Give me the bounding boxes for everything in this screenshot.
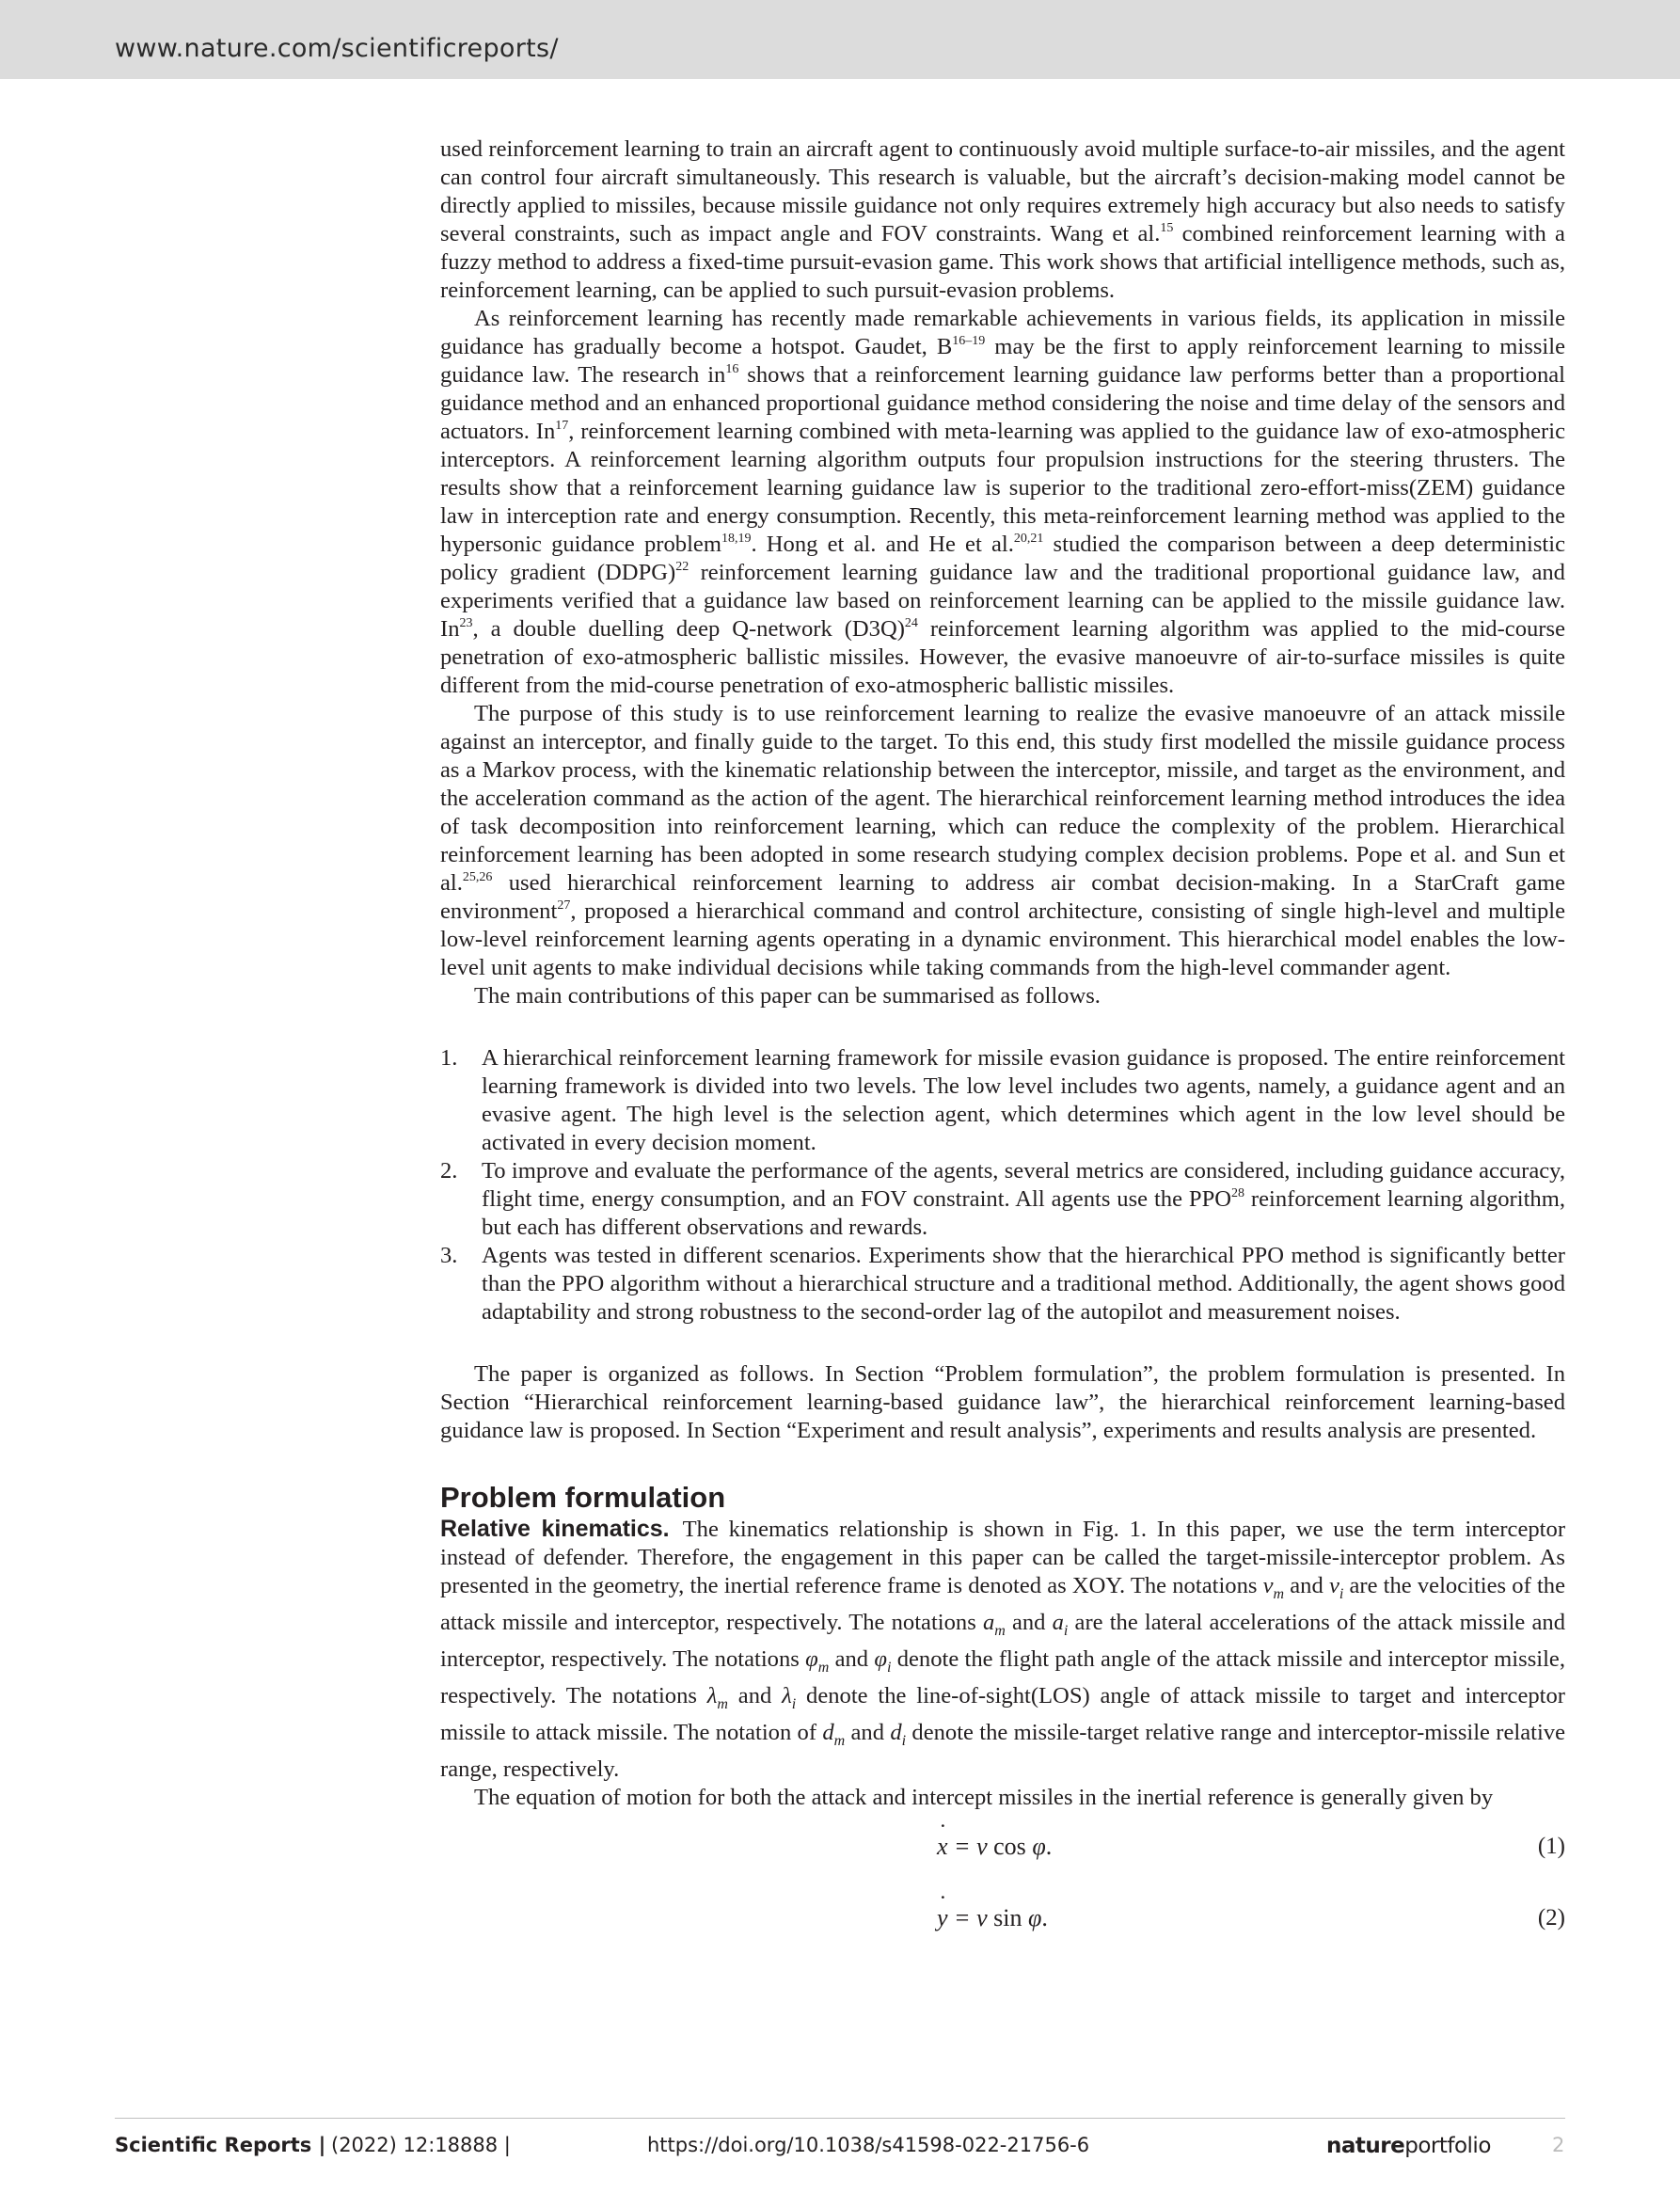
- page-number: 2: [1552, 2134, 1565, 2156]
- paragraph: The equation of motion for both the attack and intercept missiles in the inertial reference is generally given by: [474, 1784, 1494, 1810]
- site-url[interactable]: www.nature.com/scientificreports/: [115, 34, 559, 63]
- article-body: [440, 135, 1565, 1955]
- equation-1: ˙ x = v cos φ. (1): [440, 1823, 1565, 1883]
- contributions-list: [440, 1044, 1565, 1327]
- citation-ref[interactable]: 27: [557, 898, 571, 913]
- citation-ref[interactable]: 22: [675, 560, 689, 574]
- citation-ref[interactable]: 16: [725, 362, 739, 376]
- footer-divider: [115, 2118, 1565, 2119]
- citation-ref[interactable]: 24: [904, 616, 918, 630]
- equation-number: (2): [1537, 1904, 1565, 1931]
- paragraph: Relative kinematics. The kinematics relationship is shown in Fig. 1. In this paper, we use the term interceptor instead of defender. Therefore, the engagement in this paper can be called the target-missile-interceptor problem. As presented in the geometry, the inertial reference frame is denoted as XOY. The notations $v_m$ and $v_i$ are the velocities of the attack missile and interceptor, respectively. The notations $a_m$ and $a_i$ are the lateral accelerations of the attack missile and interceptor, respectively. The notations $\varphi_m$ and $\varphi_i$ denote the flight path angle of the attack missile and interceptor missile, respectively. The notations $\lambda_m$ and $\lambda_i$ denote the line-of-sight(LOS) angle of attack missile to target and interceptor missile to attack missile. The notation of $d_m$ and $d_i$ denote the missile-target relative range and interceptor-missile relative range, respectively.: [440, 1516, 1566, 1782]
- section-heading: Problem formulation: [440, 1481, 726, 1514]
- paragraph: The paper is organized as follows. In Section “Problem formulation”, the problem formulation is presented. In Section “Hierarchical reinforcement learning-based guidance law”, the hierarchical reinforcement learning-based guidance law is proposed. In Section “Experiment and result analysis”, experiments and results analysis are presented.: [440, 1361, 1565, 1443]
- subsection-heading: Relative kinematics.: [440, 1516, 670, 1542]
- citation-ref[interactable]: 28: [1231, 1186, 1245, 1200]
- list-item: 3. Agents was tested in different scenarios. Experiments show that the hierarchical PPO method is significantly better than the PPO algorithm without a hierarchical structure and a traditional method. Additionally, the agent shows good adaptability and strong robustness to the second-order lag of the autopilot and measurement noises.: [440, 1243, 1565, 1325]
- header-bar: [0, 0, 1680, 79]
- citation-ref[interactable]: 15: [1160, 221, 1174, 235]
- paragraph: The purpose of this study is to use reinforcement learning to realize the evasive manoeuvre of an attack missile against an interceptor, and finally guide to the target. To this end, this study first modelled the missile guidance process as a Markov process, with the kinematic relationship between the interceptor, missile, and target as the environment, and the acceleration command as the action of the agent. The hierarchical reinforcement learning method introduces the idea of task decomposition into reinforcement learning, which can reduce the complexity of the problem. Hierarchical reinforcement learning has been adopted in some research studying complex decision problems. Pope et al. and Sun et al.$^{25,26}$ used hierarchical reinforcement learning to address air combat decision-making. In a StarCraft game environment$^{27}$, proposed a hierarchical command and control architecture, consisting of single high-level and multiple low-level reinforcement learning agents operating in a dynamic environment. This hierarchical model enables the low-level unit agents to make individual decisions while taking commands from the high-level commander agent.: [440, 701, 1565, 980]
- citation-ref[interactable]: 20,21: [1013, 532, 1044, 546]
- citation-ref[interactable]: 25,26: [462, 870, 493, 884]
- citation-info: (2022) 12:18888 |: [331, 2134, 511, 2156]
- citation-ref[interactable]: 23: [459, 616, 473, 630]
- publisher-logo: natureportfolio: [1326, 2134, 1491, 2158]
- equation-number: (1): [1537, 1833, 1565, 1859]
- equation-2: ˙ y = v sin φ. (2): [440, 1895, 1565, 1955]
- list-item: 2. To improve and evaluate the performance of the agents, several metrics are considered, including guidance accuracy, flight time, energy consumption, and an FOV constraint. All agents use the PPO$^{28}$ reinforcement learning algorithm, but each has different observations and rewards.: [440, 1158, 1565, 1240]
- paragraph: used reinforcement learning to train an aircraft agent to continuously avoid multiple surface-to-air missiles, and the agent can control four aircraft simultaneously. This research is valuable, but the aircraft’s decision-making model cannot be directly applied to missiles, because missile guidance not only requires extremely high accuracy but also needs to satisfy several constraints, such as impact angle and FOV constraints. Wang et al.$^{15}$ combined reinforcement learning with a fuzzy method to address a fixed-time pursuit-evasion game. This work shows that artificial intelligence methods, such as, reinforcement learning, can be applied to such pursuit-evasion problems.: [440, 136, 1565, 303]
- journal-name: Scientific Reports |: [115, 2134, 326, 2156]
- citation-ref[interactable]: 17: [555, 419, 569, 433]
- paragraph: The main contributions of this paper can be summarised as follows.: [474, 983, 1101, 1009]
- doi-link[interactable]: https://doi.org/10.1038/s41598-022-21756-6: [647, 2134, 1090, 2156]
- paragraph: As reinforcement learning has recently made remarkable achievements in various fields, its application in missile guidance has gradually become a hotspot. Gaudet, $B^{16-19}$ may be the first to apply reinforcement learning to missile guidance law. The research $in^{16}$ shows that a reinforcement learning guidance law performs better than a proportional guidance method and an enhanced proportional guidance method considering the noise and time delay of the sensors and actuators. In$^{17}$, reinforcement learning combined with meta-learning was applied to the guidance law of exo-atmospheric interceptors. A reinforcement learning algorithm outputs four propulsion instructions for the steering thrusters. The results show that a reinforcement learning guidance law is superior to the traditional zero-effort-miss(ZEM) guidance law in interception rate and energy consumption. Recently, this meta-reinforcement learning method was applied to the hypersonic guidance problem$^{18,19}$. Hong et al. and He et al.$^{20,21}$ studied the comparison between a deep deterministic policy gradient (DDPG)$^{22}$ reinforcement learning guidance law and the traditional proportional guidance law, and experiments verified that a guidance law based on reinforcement learning can be applied to the missile guidance law. In$^{23}$, a double duelling deep Q-network $(D3Q)^{24}$ reinforcement learning algorithm was applied to the mid-course penetration of exo-atmospheric ballistic missiles. However, the evasive manoeuvre of air-to-surface missiles is quite different from the mid-course penetration of exo-atmospheric ballistic missiles.: [440, 306, 1566, 698]
- list-item: 1. A hierarchical reinforcement learning framework for missile evasion guidance is proposed. The entire reinforcement learning framework is divided into two levels. The low level includes two agents, namely, a guidance agent and an evasive agent. The high level is the selection agent, which determines which agent in the low level should be activated in every decision moment.: [440, 1045, 1565, 1155]
- citation-ref[interactable]: 18,19: [721, 532, 752, 546]
- citation-ref[interactable]: 16–19: [952, 334, 986, 348]
